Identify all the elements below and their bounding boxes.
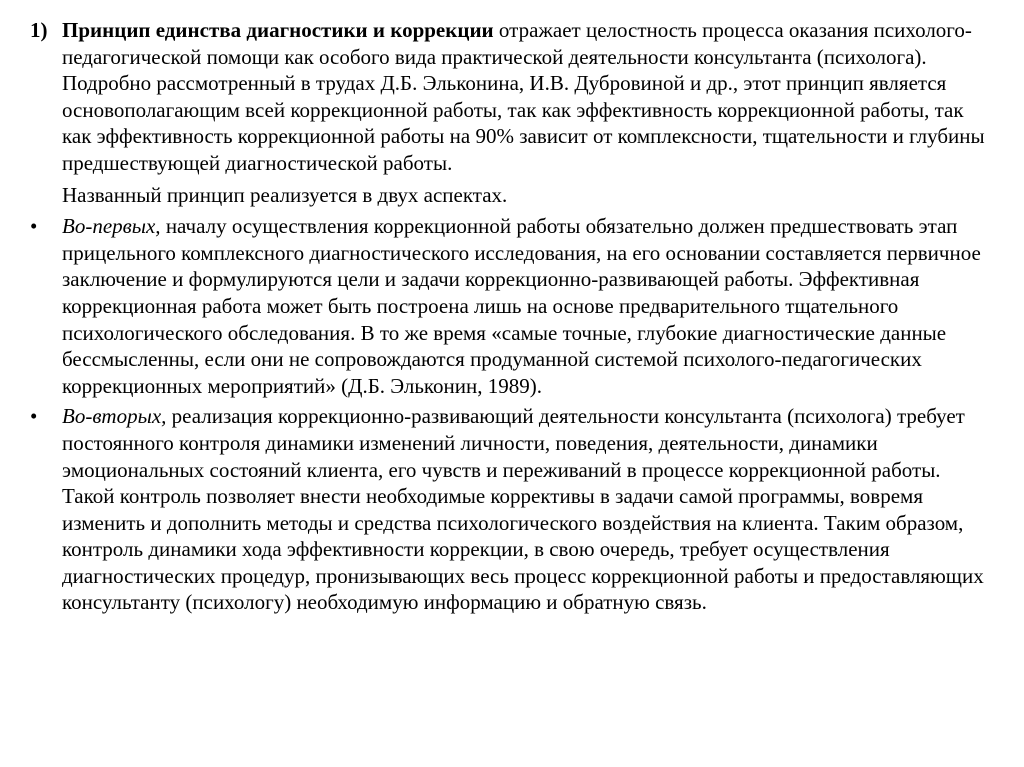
bullet-first-aspect — [30, 213, 994, 399]
list-number: 1) — [30, 18, 48, 42]
principle-text: отражает целостность процесса оказания психолого-педагогической помощи как особого вида практической деятельности консультанта (психолога). Подробно рассмотренный в трудах Д.Б. Эльконина, И.В. Дубровиной и др., этот принцип является основополагающим всей коррекционной работы, так как эффективность коррекционной работы, так как эффективность коррекционной работы на 90% зависит от комплексности, тщательности и глубины предшествующей диагностической работы. — [62, 18, 985, 175]
principle-title: Принцип единства диагностики и коррекции — [62, 18, 494, 42]
aspects-intro: Названный принцип реализуется в двух аспектах. — [62, 182, 508, 207]
bullet-marker: • — [30, 214, 38, 239]
first-aspect-text: началу осуществления коррекционной работы обязательно должен предшествовать этап прицельного комплексного диагностического исследования, на его основании составляется первичное заключение и формулируются цели и задачи коррекционно-развивающей работы. Эффективная коррекционная работа может быть построена лишь на основе предварительного тщательного психологического обследования. В то же время «самые точные, глубокие диагностические данные бессмысленны, если они не сопровождаются продуманной системой психолого-педагогических коррекционных мероприятий» (Д.Б. Эльконин, 1989). — [62, 214, 981, 398]
bullet-marker: • — [30, 404, 38, 429]
second-aspect-lead: Во-вторых, — [62, 404, 167, 429]
principle-paragraph — [30, 17, 994, 177]
bullet-second-aspect — [30, 403, 994, 616]
first-aspect-lead: Во-первых, — [62, 214, 161, 239]
second-aspect-text: реализация коррекционно-развивающий деятельности консультанта (психолога) требует постоянного контроля динамики изменений личности, поведения, деятельности, динамики эмоциональных состояний клиента, его чувств и переживаний в процессе коррекционной работы. Такой контроль позволяет внести необходимые коррективы в задачи самой программы, вовремя изменить и дополнить методы и средства психологического воздействия на клиента. Таким образом, контроль динамики хода эффективности коррекции, в свою очередь, требует осуществления диагностических процедур, пронизывающих весь процесс коррекционной работы и предоставляющих консультанту (психологу) необходимую информацию и обратную связь. — [62, 404, 984, 615]
